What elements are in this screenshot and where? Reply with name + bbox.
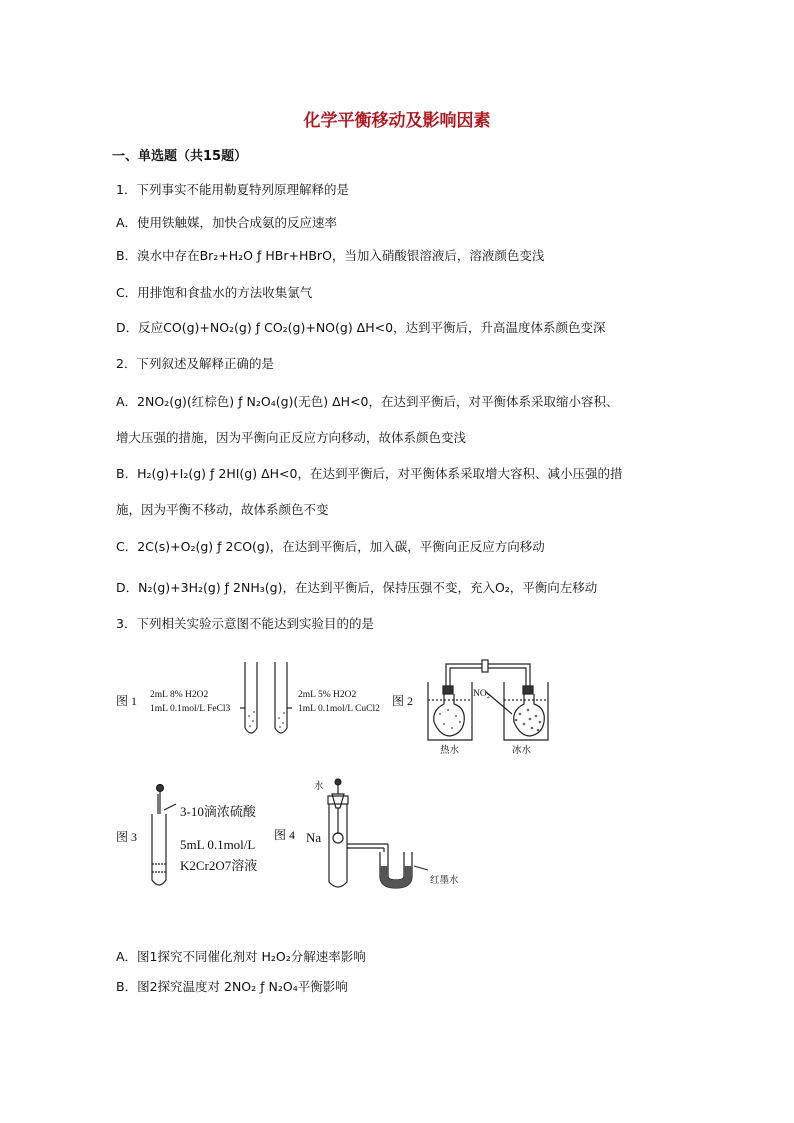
q2-option-c: C．2C(s)+O₂(g) ƒ 2CO(g)，在达到平衡后，加入碳，平衡向正反应方向移动 xyxy=(116,539,545,554)
fig1-label: 图 1 xyxy=(116,694,138,708)
fig3-acid-label: 3-10滴浓硫酸 xyxy=(180,804,256,819)
q3-option-a: A．图1探究不同催化剂对 H₂O₂分解速率影响 xyxy=(116,949,366,964)
q1-option-b: B．溴水中存在Br₂+H₂O ƒ HBr+HBrO，当加入硝酸银溶液后，溶液颜色变浅 xyxy=(116,248,545,263)
fig4-apparatus xyxy=(318,778,442,892)
fig1-test-tubes xyxy=(230,660,300,742)
q2-option-b-line1: B．H₂(g)+I₂(g) ƒ 2HI(g) ΔH<0，在达到平衡后，对平衡体系采取增大容积、减小压强的措 xyxy=(116,466,623,481)
fig1-right-reagent-2: 1mL 0.1mol/L CuCl2 xyxy=(298,704,380,714)
fig2-apparatus xyxy=(420,652,560,754)
fig3-solution-line2: K2Cr2O7溶液 xyxy=(180,858,258,873)
fig3-solution-line1: 5mL 0.1mol/L xyxy=(180,837,256,852)
fig3-test-tube-dropper xyxy=(148,780,182,892)
fig3-label: 图 3 xyxy=(116,830,138,844)
q3-stem: 3．下列相关实验示意图不能达到实验目的的是 xyxy=(116,616,374,631)
q1-option-d: D．反应CO(g)+NO₂(g) ƒ CO₂(g)+NO(g) ΔH<0，达到平衡后，升高温度体系颜色变深 xyxy=(116,320,606,335)
q1-stem: 1．下列事实不能用勒夏特列原理解释的是 xyxy=(116,182,349,197)
fig1-left-reagent-2: 1mL 0.1mol/L FeCl3 xyxy=(150,704,231,714)
fig4-ink-label: 红墨水 xyxy=(430,876,459,886)
q2-stem: 2．下列叙述及解释正确的是 xyxy=(116,356,274,371)
q3-option-b: B．图2探究温度对 2NO₂ ƒ N₂O₄平衡影响 xyxy=(116,979,348,994)
fig4-label: 图 4 xyxy=(274,828,296,842)
fig1-right-reagent-1: 2mL 5% H2O2 xyxy=(298,690,357,700)
q2-option-a-line2: 增大压强的措施，因为平衡向正反应方向移动，故体系颜色变浅 xyxy=(116,430,467,445)
fig2-hot-water-label: 热水 xyxy=(440,746,460,756)
fig4-sodium-label: Na xyxy=(306,830,322,845)
q2-option-b-line2: 施，因为平衡不移动，故体系颜色不变 xyxy=(116,502,329,517)
q1-option-a: A．使用铁触媒，加快合成氨的反应速率 xyxy=(116,215,338,230)
section-heading: 一、单选题（共15题） xyxy=(112,149,248,164)
q2-option-a-line1: A．2NO₂(g)(红棕色) ƒ N₂O₄(g)(无色) ΔH<0，在达到平衡后，对平衡体系采取缩小容积、 xyxy=(116,394,619,409)
q1-option-c: C．用排饱和食盐水的方法收集氯气 xyxy=(116,285,313,300)
page-title: 化学平衡移动及影响因素 xyxy=(303,111,491,131)
fig1-left-reagent-1: 2mL 8% H2O2 xyxy=(150,690,209,700)
fig4-water-label: 水 xyxy=(314,782,324,792)
q2-option-d: D．N₂(g)+3H₂(g) ƒ 2NH₃(g)，在达到平衡后，保持压强不变，充入O₂，平衡向左移动 xyxy=(116,580,598,595)
fig2-ice-water-label: 冰水 xyxy=(512,746,532,756)
fig2-gas-label: NO₂ xyxy=(473,689,491,699)
fig2-label: 图 2 xyxy=(392,694,414,708)
